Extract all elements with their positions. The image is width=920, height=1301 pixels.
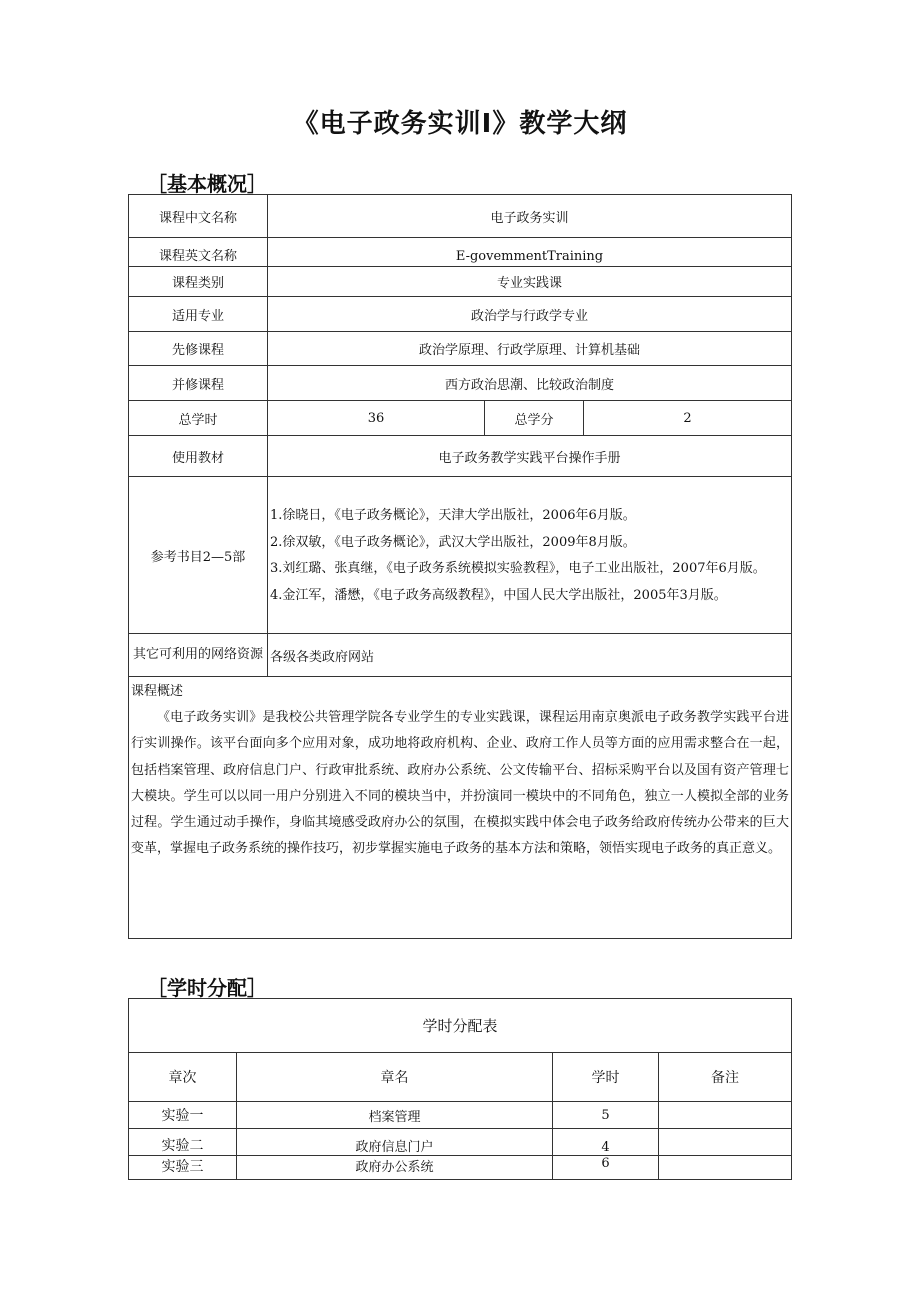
prerequisite-value: 政治学原理、行政学原理、计算机基础 [268,332,792,366]
table-row [129,1102,792,1129]
row-note [659,1129,792,1156]
chinese-name-value: 电子政务实训 [268,195,792,238]
hours-table-caption-row [129,999,792,1053]
network-value: 各级各类政府网站 [268,634,792,677]
row-overview [129,677,792,939]
row-category [129,267,792,297]
row-note [659,1102,792,1129]
textbook-value: 电子政务教学实践平台操作手册 [268,436,792,477]
row-chapter: 实验二 [129,1129,237,1156]
hours-table [128,998,792,1180]
header-name: 章名 [237,1053,553,1102]
reference-item: 3.刘红璐、张真继，《电子政务系统模拟实验教程》，电子工业出版社，2007年6月版。 [270,561,766,576]
row-chinese-name [129,195,792,238]
major-label: 适用专业 [129,297,268,332]
row-chapter: 实验三 [129,1156,237,1180]
section-label-hours: ［学时分配］ [147,976,267,1000]
category-value: 专业实践课 [268,267,792,297]
parallel-label: 并修课程 [129,366,268,401]
row-name: 政府信息门户 [237,1129,553,1156]
section-label-basic: ［基本概况］ [147,172,267,196]
row-network-resources [129,634,792,677]
row-hours: 5 [553,1102,659,1129]
total-credits-value: 2 [584,401,792,436]
total-credits-label: 总学分 [485,401,584,436]
row-references [129,477,792,634]
network-label: 其它可利用的网络资源 [129,634,268,677]
prerequisite-label: 先修课程 [129,332,268,366]
row-chapter: 实验一 [129,1102,237,1129]
hours-table-header-row [129,1053,792,1102]
row-hours-credits [129,401,792,436]
total-hours-label: 总学时 [129,401,268,436]
chinese-name-label: 课程中文名称 [129,195,268,238]
textbook-label: 使用教材 [129,436,268,477]
total-hours-value: 36 [268,401,485,436]
row-name: 政府办公系统 [237,1156,553,1180]
references-list [268,477,792,634]
row-hours: 4 [553,1129,659,1156]
english-name-label: 课程英文名称 [129,238,268,267]
overview-label: 课程概述 [131,684,184,699]
row-hours: 6 [553,1156,659,1180]
header-note: 备注 [659,1053,792,1102]
document-title: 《电子政务实训Ⅰ》教学大纲 [292,109,628,139]
parallel-value: 西方政治思潮、比较政治制度 [268,366,792,401]
table-row [129,1156,792,1180]
header-chapter: 章次 [129,1053,237,1102]
header-hours: 学时 [553,1053,659,1102]
table-row [129,1129,792,1156]
reference-item: 2.徐双敏，《电子政务概论》，武汉大学出版社，2009年8月版。 [270,534,636,550]
overview-text: 《电子政务实训》是我校公共管理学院各专业学生的专业实践课，课程运用南京奥派电子政务教学实践平台进行实训操作。该平台面向多个应用对象，成功地将政府机构、企业、政府工作人员等方面的应用需求整合在一起，包括档案管理、政府信息门户、行政审批系统、政府办公系统、公文传输平台、招标采购平台以及国有资产管理七大模块。学生可以以同一用户分别进入不同的模块当中，并扮演同一模块中的不同角色，独立一人模拟全部的业务过程。学生通过动手操作，身临其境感受政府办公的氛围，在模拟实践中体会电子政务给政府传统办公带来的巨大变革，掌握电子政务系统的操作技巧，初步掌握实施电子政务的基本方法和策略，领悟实现电子政务的真正意义。 [131,710,790,857]
row-prerequisite [129,332,792,366]
row-parallel [129,366,792,401]
reference-item: 1.徐晓日，《电子政务概论》，天津大学出版社，2006年6月版。 [270,508,636,523]
hours-table-caption: 学时分配表 [129,999,792,1053]
category-label: 课程类别 [129,267,268,297]
row-note [659,1156,792,1180]
reference-item: 4.金江军，潘懋，《电子政务高级教程》，中国人民大学出版社，2005年3月版。 [270,587,727,603]
english-name-value: E-govemmentTraining [268,238,792,267]
basic-info-table [128,194,792,939]
overview-cell [129,677,792,939]
row-name: 档案管理 [237,1102,553,1129]
row-major [129,297,792,332]
row-textbook [129,436,792,477]
major-value: 政治学与行政学专业 [268,297,792,332]
references-label: 参考书目2—5部 [129,477,268,634]
row-english-name [129,238,792,267]
